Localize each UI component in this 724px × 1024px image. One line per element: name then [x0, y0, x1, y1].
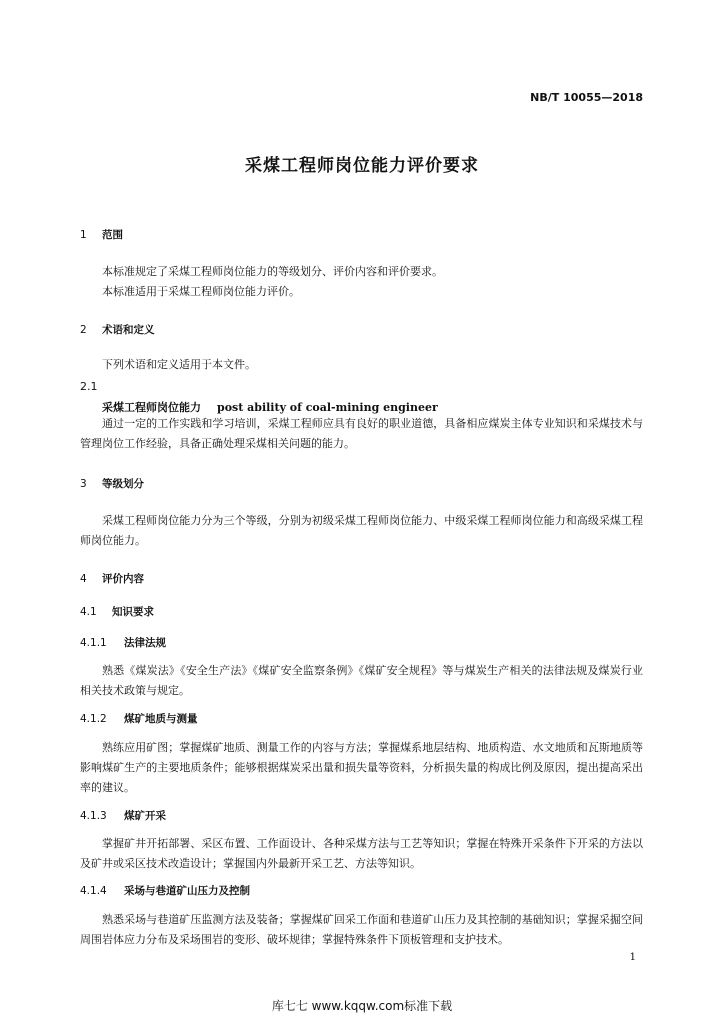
section-4-1-heading	[80, 604, 154, 619]
section-number: 4.1.3	[80, 810, 107, 822]
section-2-heading	[80, 322, 155, 337]
section-number: 4.1.2	[80, 713, 107, 725]
section-title: 评价内容	[102, 573, 144, 585]
section-number: 3	[80, 478, 87, 490]
section-3-body	[80, 511, 643, 551]
page-number: 1	[629, 952, 636, 963]
section-number: 2	[80, 324, 87, 336]
section-1-body	[80, 262, 643, 302]
term-english: post ability of coal-mining engineer	[217, 401, 438, 414]
section-number: 1	[80, 229, 87, 241]
paragraph: 掌握矿井开拓部署、采区布置、工作面设计、各种采煤方法与工艺等知识；掌握在特殊开采条件下开采的方法以及矿井或采区技术改造设计；掌握国内外最新开采工艺、方法等知识。	[80, 837, 643, 870]
section-number: 4.1.1	[80, 637, 107, 649]
paragraph: 通过一定的工作实践和学习培训，采煤工程师应具有良好的职业道德，具备相应煤炭主体专业知识和采煤技术与管理岗位工作经验，具备正确处理采煤相关问题的能力。	[80, 417, 643, 450]
section-2-intro	[80, 355, 643, 375]
section-4-1-3-heading	[80, 808, 166, 823]
paragraph: 下列术语和定义适用于本文件。	[102, 358, 256, 371]
section-4-1-4-body	[80, 910, 643, 950]
section-4-1-1-body	[80, 661, 643, 701]
section-title: 采场与巷道矿山压力及控制	[124, 885, 250, 897]
section-title: 等级划分	[102, 478, 144, 490]
section-3-heading	[80, 476, 144, 491]
section-4-heading	[80, 571, 144, 586]
section-1-heading	[80, 227, 123, 242]
section-4-1-4-heading	[80, 883, 250, 898]
section-title: 术语和定义	[102, 324, 155, 336]
section-title: 法律法规	[124, 637, 166, 649]
term-number: 2.1	[80, 380, 98, 393]
section-4-1-3-body	[80, 834, 643, 874]
paragraph: 采煤工程师岗位能力分为三个等级，分别为初级采煤工程师岗位能力、中级采煤工程师岗位能力和高级采煤工程师岗位能力。	[80, 514, 643, 547]
section-4-1-1-heading	[80, 635, 166, 650]
term-chinese: 采煤工程师岗位能力	[102, 401, 201, 414]
section-title: 知识要求	[112, 606, 154, 618]
term-definition	[80, 414, 643, 454]
section-number: 4.1.4	[80, 885, 107, 897]
download-source-footer: 库七七 www.kqqw.com标准下载	[271, 999, 453, 1013]
paragraph: 熟悉采场与巷道矿压监测方法及装备；掌握煤矿回采工作面和巷道矿山压力及其控制的基础知识；掌握采掘空间周围岩体应力分布及采场围岩的变形、破坏规律；掌握特殊条件下顶板管理和支护技术。	[80, 913, 643, 946]
section-number: 4.1	[80, 606, 97, 618]
paragraph: 熟悉《煤炭法》《安全生产法》《煤矿安全监察条例》《煤矿安全规程》等与煤炭生产相关的法律法规及煤炭行业相关技术政策与规定。	[80, 664, 643, 697]
standard-code: NB/T 10055—2018	[530, 91, 643, 104]
paragraph: 本标准适用于采煤工程师岗位能力评价。	[102, 285, 300, 298]
section-4-1-2-body	[80, 738, 643, 798]
section-number: 4	[80, 573, 87, 585]
section-4-1-2-heading	[80, 711, 198, 726]
term-heading	[102, 399, 438, 415]
section-title: 煤矿地质与测量	[124, 713, 198, 725]
paragraph: 本标准规定了采煤工程师岗位能力的等级划分、评价内容和评价要求。	[102, 265, 443, 278]
paragraph: 熟练应用矿图；掌握煤矿地质、测量工作的内容与方法；掌握煤系地层结构、地质构造、水文地质和瓦斯地质等影响煤矿生产的主要地质条件；能够根据煤炭采出量和损失量等资料，分析损失量的构成比例及原因，提出提高采出率的建议。	[80, 741, 643, 794]
document-title: 采煤工程师岗位能力评价要求	[245, 156, 479, 176]
section-title: 煤矿开采	[124, 810, 166, 822]
section-title: 范围	[102, 229, 123, 241]
